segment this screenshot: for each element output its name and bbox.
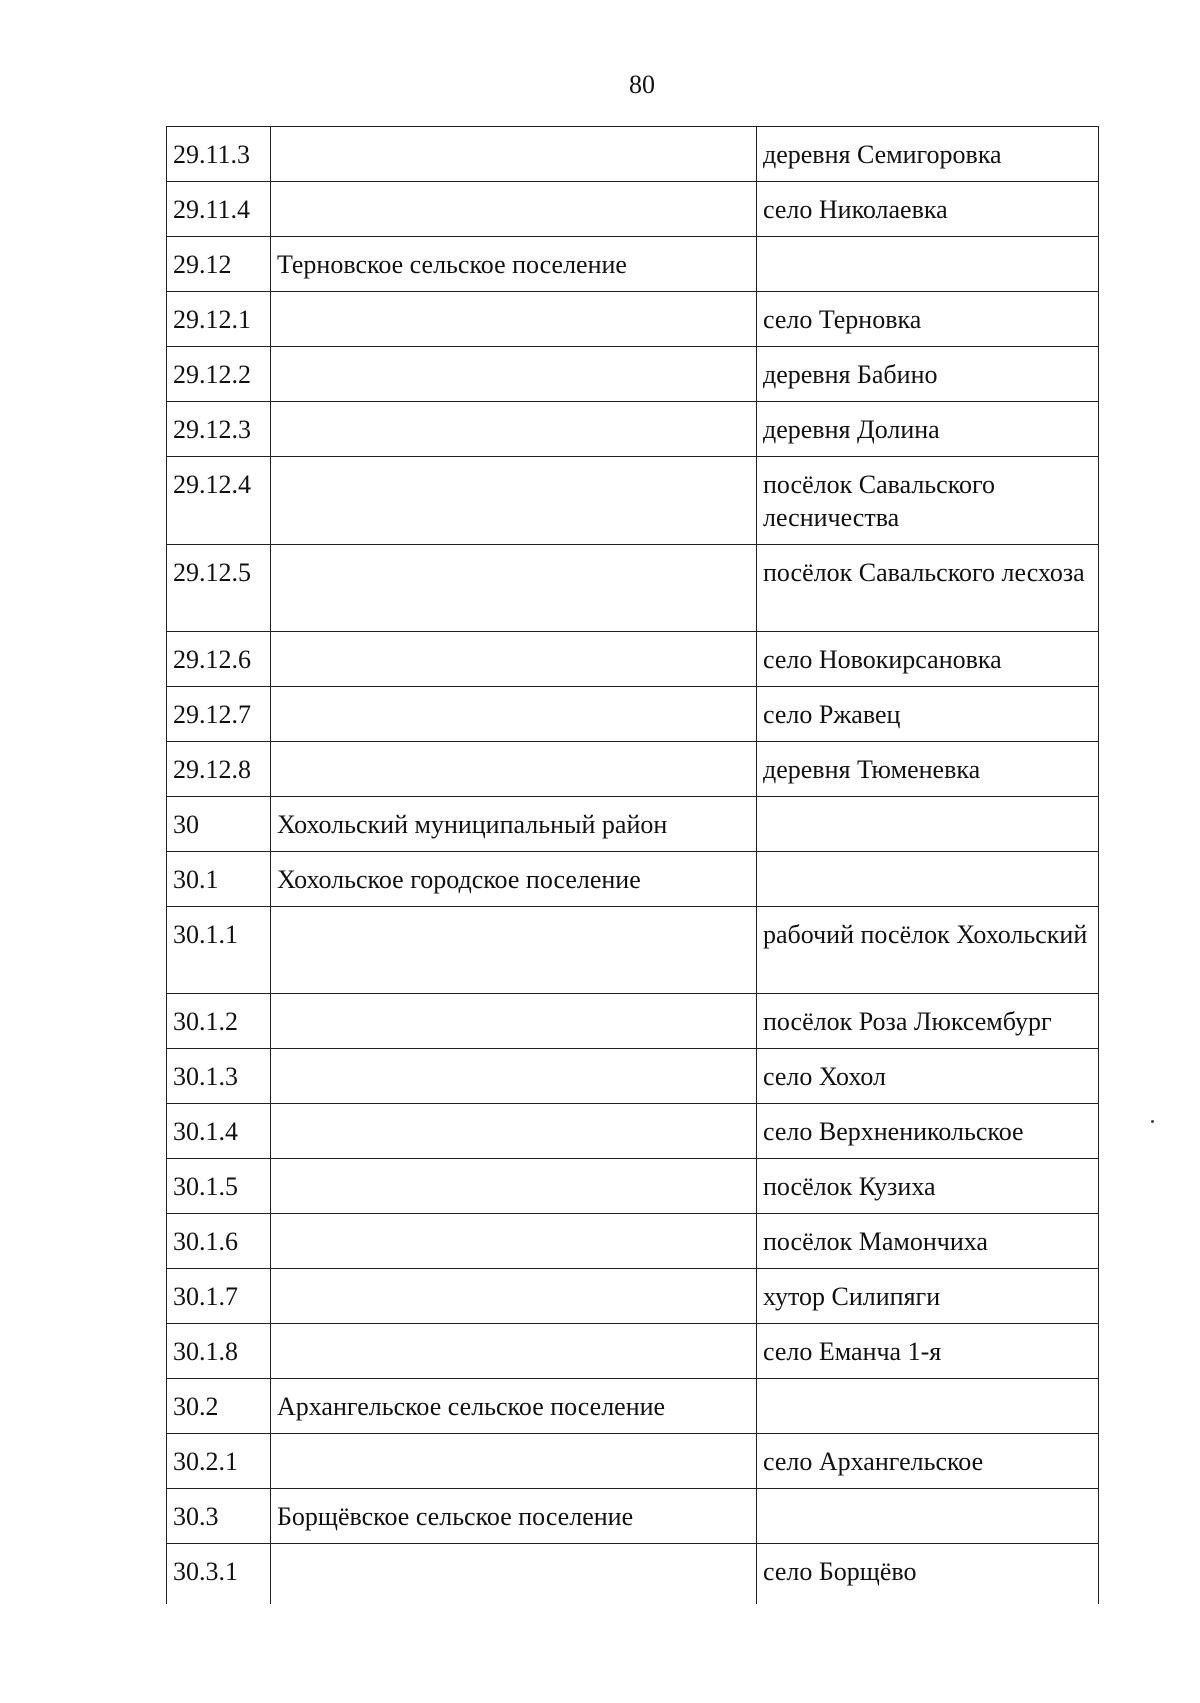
settlement-cell: посёлок Мамончиха — [757, 1214, 1099, 1269]
table-body — [167, 127, 1099, 1604]
settlements-table — [166, 126, 1099, 1604]
code-cell: 29.12.6 — [167, 632, 271, 687]
municipality-cell — [271, 1104, 757, 1159]
code-cell: 29.12.8 — [167, 742, 271, 797]
municipality-cell: Терновское сельское поселение — [271, 237, 757, 292]
code-cell: 30.1.5 — [167, 1159, 271, 1214]
code-cell: 29.11.3 — [167, 127, 271, 182]
code-cell: 30.1.8 — [167, 1324, 271, 1379]
municipality-cell — [271, 127, 757, 182]
table-row — [167, 1379, 1099, 1434]
table-row — [167, 1324, 1099, 1379]
table-row — [167, 742, 1099, 797]
settlement-cell — [757, 237, 1099, 292]
settlement-cell: посёлок Савальского лесхоза — [757, 545, 1099, 632]
code-cell: 30 — [167, 797, 271, 852]
code-cell: 29.12.2 — [167, 347, 271, 402]
municipality-cell — [271, 632, 757, 687]
settlement-cell: село Терновка — [757, 292, 1099, 347]
table-row — [167, 545, 1099, 632]
table-row — [167, 907, 1099, 994]
settlement-cell: деревня Долина — [757, 402, 1099, 457]
settlement-cell — [757, 1489, 1099, 1544]
settlement-cell: село Еманча 1-я — [757, 1324, 1099, 1379]
table-row — [167, 182, 1099, 237]
settlement-cell: посёлок Роза Люксембург — [757, 994, 1099, 1049]
table-row — [167, 1214, 1099, 1269]
municipality-cell — [271, 1269, 757, 1324]
code-cell: 29.11.4 — [167, 182, 271, 237]
municipality-cell: Архангельское сельское поселение — [271, 1379, 757, 1434]
table-row — [167, 1544, 1099, 1604]
table-row — [167, 402, 1099, 457]
settlement-cell: посёлок Савальского лесничества — [757, 457, 1099, 545]
municipality-cell — [271, 1049, 757, 1104]
code-cell: 29.12.7 — [167, 687, 271, 742]
code-cell: 29.12 — [167, 237, 271, 292]
code-cell: 30.1.7 — [167, 1269, 271, 1324]
municipality-cell — [271, 1434, 757, 1489]
settlement-cell — [757, 1379, 1099, 1434]
settlement-cell: деревня Бабино — [757, 347, 1099, 402]
municipality-cell — [271, 1544, 757, 1604]
code-cell: 29.12.5 — [167, 545, 271, 632]
code-cell: 30.3.1 — [167, 1544, 271, 1604]
table-row — [167, 237, 1099, 292]
municipality-cell — [271, 545, 757, 632]
table-row — [167, 127, 1099, 182]
code-cell: 29.12.3 — [167, 402, 271, 457]
code-cell: 30.1.4 — [167, 1104, 271, 1159]
code-cell: 30.1.3 — [167, 1049, 271, 1104]
page-number: 80 — [629, 70, 655, 99]
scan-speck — [1151, 1120, 1154, 1123]
table-row — [167, 292, 1099, 347]
municipality-cell — [271, 1324, 757, 1379]
settlement-cell — [757, 797, 1099, 852]
municipality-cell — [271, 292, 757, 347]
municipality-cell — [271, 742, 757, 797]
table-row — [167, 632, 1099, 687]
municipality-cell — [271, 687, 757, 742]
settlement-cell: деревня Тюменевка — [757, 742, 1099, 797]
code-cell: 30.1.1 — [167, 907, 271, 994]
settlement-cell: село Верхненикольское — [757, 1104, 1099, 1159]
table-row — [167, 687, 1099, 742]
table-row — [167, 457, 1099, 545]
municipality-cell: Борщёвское сельское поселение — [271, 1489, 757, 1544]
code-cell: 30.2 — [167, 1379, 271, 1434]
municipality-cell — [271, 402, 757, 457]
settlement-cell: село Хохол — [757, 1049, 1099, 1104]
municipality-cell — [271, 457, 757, 545]
code-cell: 30.2.1 — [167, 1434, 271, 1489]
table-row — [167, 347, 1099, 402]
municipality-cell — [271, 1159, 757, 1214]
code-cell: 30.1.6 — [167, 1214, 271, 1269]
municipality-cell — [271, 347, 757, 402]
settlement-cell: село Ржавец — [757, 687, 1099, 742]
table-row — [167, 797, 1099, 852]
table-row — [167, 994, 1099, 1049]
settlement-cell: село Николаевка — [757, 182, 1099, 237]
code-cell: 29.12.1 — [167, 292, 271, 347]
municipality-cell — [271, 907, 757, 994]
code-cell: 30.1 — [167, 852, 271, 907]
table-row — [167, 852, 1099, 907]
settlement-cell: деревня Семигоровка — [757, 127, 1099, 182]
municipality-cell — [271, 994, 757, 1049]
settlement-cell: село Архангельское — [757, 1434, 1099, 1489]
municipality-cell — [271, 1214, 757, 1269]
table-row — [167, 1269, 1099, 1324]
settlement-cell: село Борщёво — [757, 1544, 1099, 1604]
code-cell: 29.12.4 — [167, 457, 271, 545]
municipality-cell — [271, 182, 757, 237]
table-row — [167, 1049, 1099, 1104]
code-cell: 30.1.2 — [167, 994, 271, 1049]
settlement-cell: хутор Силипяги — [757, 1269, 1099, 1324]
municipality-cell: Хохольский муниципальный район — [271, 797, 757, 852]
settlement-cell: село Новокирсановка — [757, 632, 1099, 687]
settlement-cell: рабочий посёлок Хохольский — [757, 907, 1099, 994]
table-row — [167, 1434, 1099, 1489]
table-row — [167, 1489, 1099, 1544]
municipality-cell: Хохольское городское поселение — [271, 852, 757, 907]
code-cell: 30.3 — [167, 1489, 271, 1544]
settlement-cell: посёлок Кузиха — [757, 1159, 1099, 1214]
settlement-cell — [757, 852, 1099, 907]
table-row — [167, 1104, 1099, 1159]
table-row — [167, 1159, 1099, 1214]
